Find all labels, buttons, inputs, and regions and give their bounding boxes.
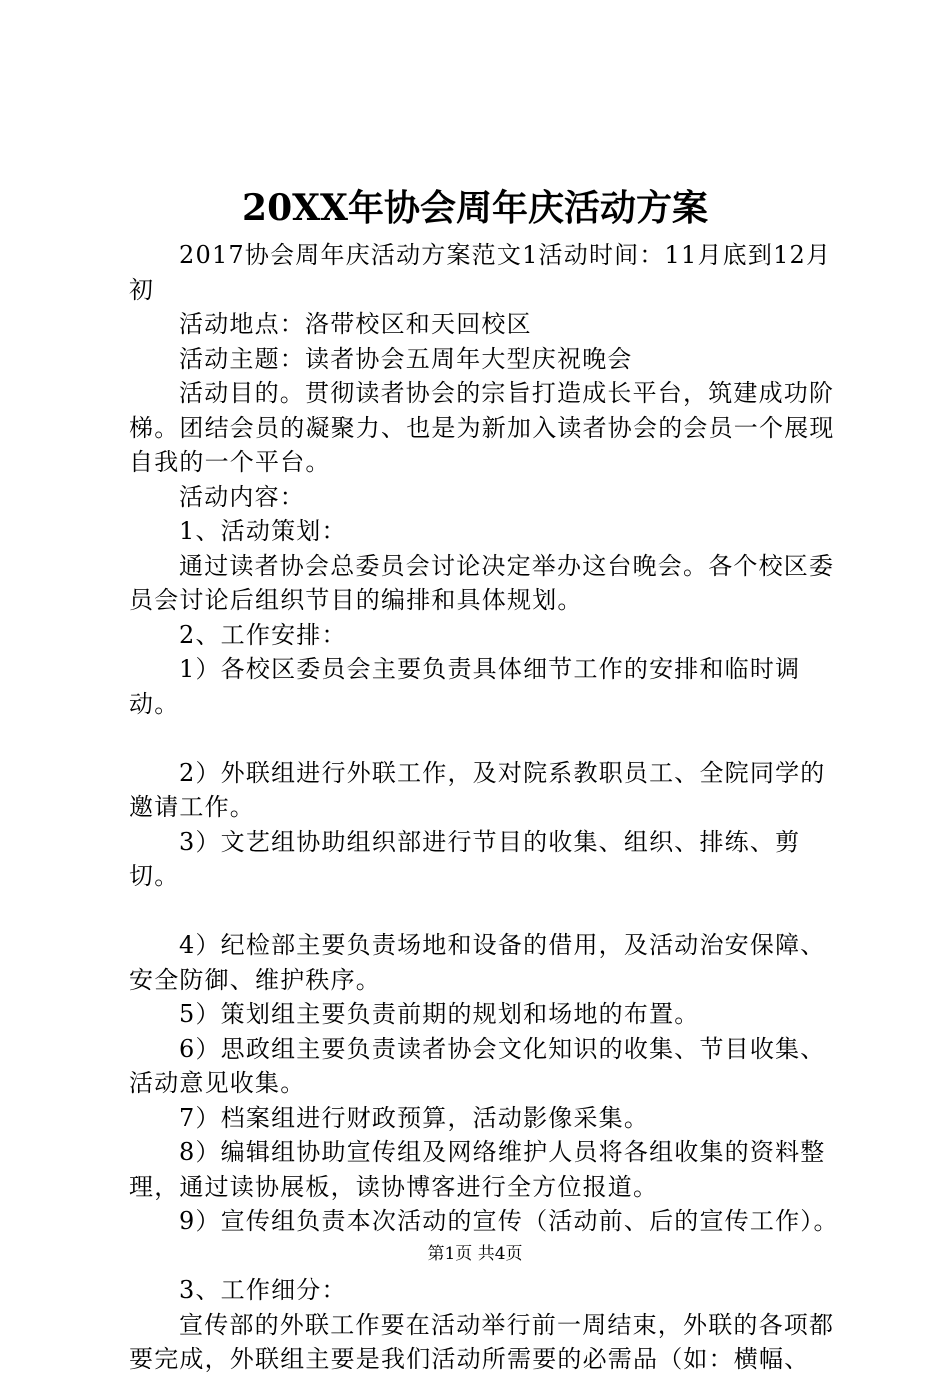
page-number-footer: 第1页 共4页 (427, 1244, 523, 1264)
paragraph-task-8: 8）编辑组协助宣传组及网络维护人员将各组收集的资料整理，通过读协展板，读协博客进行全方位报道。 (129, 1138, 826, 1201)
blank-line (129, 894, 849, 929)
paragraph-task-2: 2）外联组进行外联工作，及对院系教职员工、全院同学的邀请工作。 (129, 758, 826, 821)
paragraph-activity-time: 2017协会周年庆活动方案范文1活动时间：11月底到12月初 (129, 241, 832, 304)
paragraph-activity-theme: 活动主题：读者协会五周年大型庆祝晚会 (179, 344, 633, 373)
paragraph-activity-location: 活动地点：洛带校区和天回校区 (179, 310, 532, 338)
document-body (129, 238, 849, 1377)
document-title: 20XX年协会周年庆活动方案 (242, 187, 708, 229)
paragraph-section-1: 1、活动策划： (179, 517, 347, 545)
paragraph-task-5: 5）策划组主要负责前期的规划和场地的布置。 (179, 1000, 700, 1028)
paragraph-task-6: 6）思政组主要负责读者协会文化知识的收集、节目收集、活动意见收集。 (129, 1034, 826, 1097)
paragraph-work-detail: 宣传部的外联工作要在活动举行前一周结束，外联的各项都要完成，外联组主要是我们活动所需要的必需品（如：横幅、 (129, 1310, 835, 1373)
paragraph-task-9: 9）宣传组负责本次活动的宣传（活动前、后的宣传工作）。 (179, 1207, 839, 1235)
paragraph-activity-content: 活动内容： (179, 482, 305, 511)
paragraph-task-4: 4）纪检部主要负责场地和设备的借用，及活动治安保障、安全防御、维护秩序。 (129, 931, 826, 994)
paragraph-section-3: 3、工作细分： (179, 1276, 347, 1304)
paragraph-activity-purpose: 活动目的。贯彻读者协会的宗旨打造成长平台，筑建成功阶梯。团结会员的凝聚力、也是为新加入读者协会的会员一个展现自我的一个平台。 (129, 379, 835, 476)
blank-line (129, 721, 849, 756)
paragraph-task-7: 7）档案组进行财政预算，活动影像采集。 (179, 1103, 650, 1132)
paragraph-task-1: 1）各校区委员会主要负责具体细节工作的安排和临时调动。 (129, 655, 801, 718)
paragraph-planning: 通过读者协会总委员会讨论决定举办这台晚会。各个校区委员会讨论后组织节目的编排和具体规划。 (129, 551, 835, 614)
paragraph-task-3: 3）文艺组协助组织部进行节目的收集、组织、排练、剪切。 (129, 827, 801, 890)
paragraph-section-2: 2、工作安排： (179, 620, 347, 649)
